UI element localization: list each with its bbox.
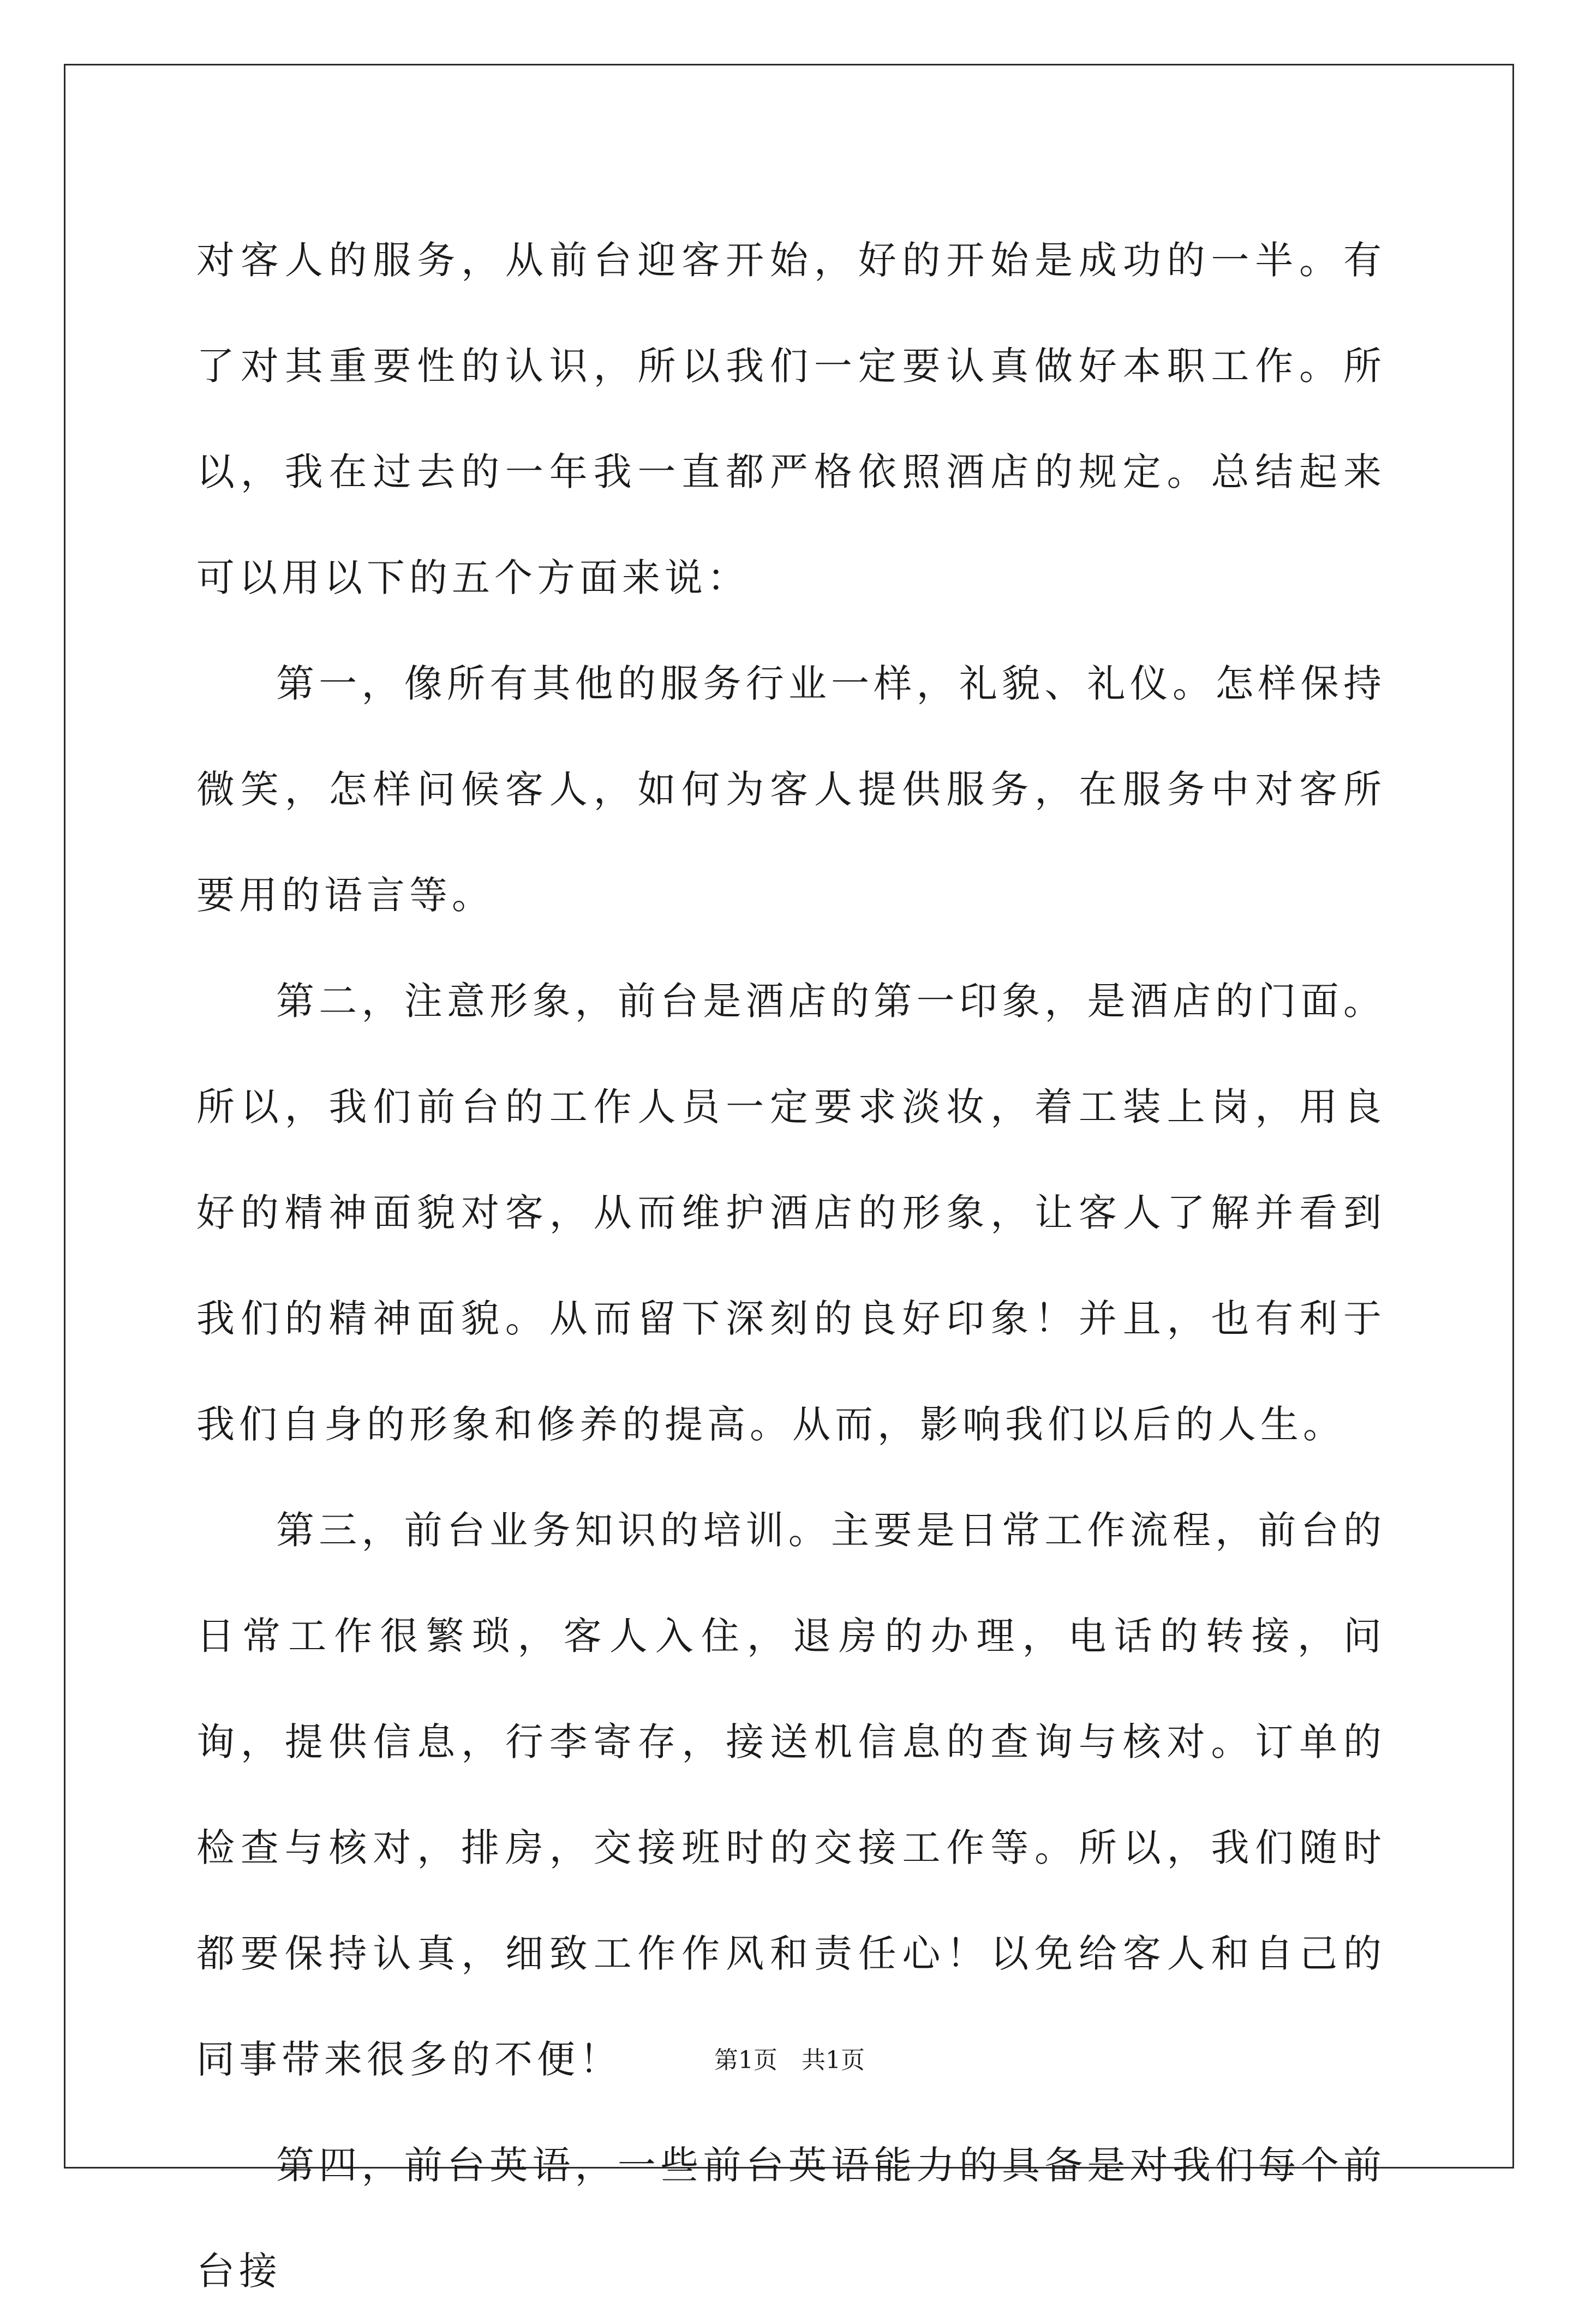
paragraph-first-point: 第一，像所有其他的服务行业一样，礼貌、礼仪。怎样保持微笑，怎样问候客人，如何为客人提供服务，在服务中对客所要用的语言等。	[196, 661, 1386, 918]
paragraph-third-point: 第三，前台业务知识的培训。主要是日常工作流程，前台的日常工作很繁琐，客人入住，退房的办理，电话的转接，问询，提供信息，行李寄存，接送机信息的查询与核对。订单的检查与核对，排房，交接班时的交接工作等。所以，我们随时都要保持认真，细致工作作风和责任心！以免给客人和自己的同事带来很多的不便！	[196, 1508, 1386, 2082]
page-number-footer: 第1页 共1页	[714, 2046, 865, 2074]
document-body	[196, 207, 1386, 2324]
paragraph-intro: 对客人的服务，从前台迎客开始，好的开始是成功的一半。有了对其重要性的认识，所以我们一定要认真做好本职工作。所以，我在过去的一年我一直都严格依照酒店的规定。总结起来可以用以下的五个方面来说：	[196, 238, 1386, 600]
paragraph-second-point: 第二，注意形象，前台是酒店的第一印象，是酒店的门面。所以，我们前台的工作人员一定要求淡妆，着工装上岗，用良好的精神面貌对客，从而维护酒店的形象，让客人了解并看到我们的精神面貌。从而留下深刻的良好印象！并且，也有利于我们自身的形象和修养的提高。从而，影响我们以后的人生。	[196, 979, 1386, 1447]
paragraph-fourth-point: 第四，前台英语，一些前台英语能力的具备是对我们每个前台接	[196, 2143, 1386, 2293]
